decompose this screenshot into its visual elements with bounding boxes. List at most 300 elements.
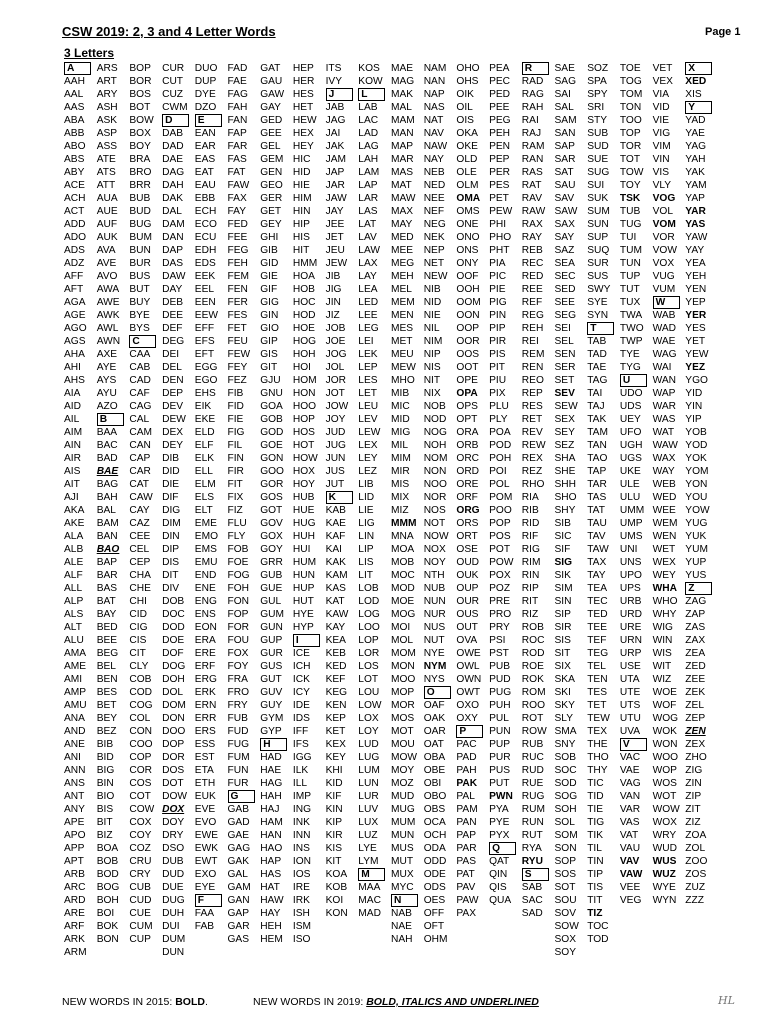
word-entry: BUD bbox=[129, 206, 151, 217]
word-entry: DUI bbox=[162, 921, 180, 932]
word-entry: TEN bbox=[587, 674, 608, 685]
word-entry: TOY bbox=[619, 180, 641, 191]
word-entry: HOA bbox=[292, 271, 315, 282]
word-entry: WHO bbox=[652, 596, 678, 607]
word-entry: FEZ bbox=[227, 375, 247, 386]
word-entry: OXY bbox=[456, 713, 478, 724]
word-entry: AUK bbox=[96, 232, 118, 243]
word-entry: LAT bbox=[358, 219, 377, 230]
word-entry: ROO bbox=[521, 700, 546, 711]
word-entry: AYS bbox=[96, 375, 117, 386]
word-entry: PUL bbox=[489, 713, 509, 724]
word-entry: ORT bbox=[456, 531, 478, 542]
word-entry: SET bbox=[554, 375, 575, 386]
word-entry: WAI bbox=[652, 362, 672, 373]
word-entry: YEN bbox=[685, 284, 707, 295]
word-entry: JUD bbox=[325, 427, 346, 438]
word-entry: URE bbox=[619, 622, 642, 633]
word-entry: LOR bbox=[358, 648, 380, 659]
word-entry: YOK bbox=[685, 453, 707, 464]
word-entry: MOT bbox=[391, 726, 414, 737]
word-entry: TAI bbox=[587, 388, 603, 399]
footer-note-2015-style: BOLD bbox=[175, 996, 205, 1008]
word-entry: MUT bbox=[391, 856, 414, 867]
word-entry: MET bbox=[391, 336, 413, 347]
word-entry: FIT bbox=[227, 479, 243, 490]
word-entry: SOW bbox=[554, 921, 579, 932]
word-entry: CAZ bbox=[129, 518, 150, 529]
word-entry: AUA bbox=[96, 193, 118, 204]
word-entry: MAD bbox=[358, 908, 381, 919]
word-entry: PRE bbox=[489, 596, 511, 607]
letter-section-marker: W bbox=[653, 296, 680, 309]
word-entry: BOG bbox=[96, 882, 120, 893]
word-entry: ERE bbox=[194, 648, 216, 659]
footer-note-2015: NEW WORDS IN 2015: BOLD. bbox=[62, 996, 208, 1008]
word-entry: YEW bbox=[685, 349, 709, 360]
word-entry: HUE bbox=[292, 505, 315, 516]
word-entry: EXO bbox=[194, 869, 217, 880]
word-entry: GOV bbox=[260, 518, 283, 529]
word-entry: SOG bbox=[554, 791, 578, 802]
word-entry: LAB bbox=[358, 102, 378, 113]
word-entry: SAW bbox=[554, 206, 578, 217]
word-entry: REB bbox=[521, 245, 543, 256]
word-entry: ADS bbox=[64, 245, 85, 256]
word-entry: PIA bbox=[489, 258, 506, 269]
word-entry: OBS bbox=[423, 804, 446, 815]
word-entry: MEM bbox=[391, 297, 415, 308]
word-entry: LAR bbox=[358, 193, 379, 204]
word-entry: OBA bbox=[423, 752, 446, 763]
word-entry: PAV bbox=[456, 882, 476, 893]
word-entry: MOI bbox=[391, 622, 411, 633]
word-entry: COG bbox=[129, 700, 153, 711]
word-entry: ATE bbox=[96, 154, 116, 165]
word-entry: GEL bbox=[260, 141, 281, 152]
word-entry: APT bbox=[64, 856, 84, 867]
word-entry: YAE bbox=[685, 128, 705, 139]
word-entry: KID bbox=[325, 778, 343, 789]
word-entry: PUN bbox=[489, 726, 511, 737]
word-entry: BAC bbox=[96, 440, 118, 451]
word-entry: ARM bbox=[64, 947, 87, 958]
word-entry: HOP bbox=[292, 414, 315, 425]
word-entry: PET bbox=[489, 193, 509, 204]
word-entry: GOD bbox=[260, 427, 284, 438]
word-entry: FAA bbox=[194, 908, 215, 919]
letter-section-marker: A bbox=[64, 62, 91, 75]
word-entry: ALE bbox=[64, 557, 84, 568]
letter-section-marker: I bbox=[293, 634, 320, 647]
word-entry: OUP bbox=[456, 583, 479, 594]
word-entry: DUN bbox=[162, 947, 185, 958]
word-entry: ERG bbox=[194, 674, 217, 685]
word-entry: DOS bbox=[162, 765, 185, 776]
word-entry: ALA bbox=[64, 531, 84, 542]
word-entry: RIM bbox=[521, 557, 541, 568]
word-entry: MES bbox=[391, 323, 414, 334]
word-entry: ROW bbox=[521, 726, 547, 737]
word-entry: WOS bbox=[652, 778, 677, 789]
word-entry: TAE bbox=[587, 362, 607, 373]
word-entry: SAG bbox=[554, 76, 577, 87]
word-entry: WIG bbox=[652, 622, 673, 633]
word-entry: VOG bbox=[652, 193, 676, 204]
word-entry: AYU bbox=[96, 388, 117, 399]
word-entry: OAR bbox=[423, 726, 446, 737]
word-entry: CIT bbox=[129, 648, 146, 659]
word-entry: SOP bbox=[554, 856, 577, 867]
word-entry: ZEA bbox=[685, 648, 706, 659]
word-entry: LEU bbox=[358, 401, 379, 412]
word-entry: TIG bbox=[587, 817, 605, 828]
word-entry: ODA bbox=[423, 843, 446, 854]
word-entry: GOT bbox=[260, 505, 283, 516]
word-entry: PIS bbox=[489, 349, 506, 360]
word-entry: YON bbox=[685, 479, 708, 490]
word-entry: ELK bbox=[194, 453, 215, 464]
word-entry: EWK bbox=[194, 843, 219, 854]
word-entry: OKA bbox=[456, 128, 478, 139]
word-entry: ASS bbox=[96, 141, 118, 152]
word-entry: WED bbox=[652, 492, 677, 503]
word-entry: DIB bbox=[162, 453, 180, 464]
word-entry: YUM bbox=[685, 544, 708, 555]
word-entry: HAJ bbox=[260, 804, 280, 815]
word-entry: BRR bbox=[129, 180, 151, 191]
word-entry: FOG bbox=[227, 570, 250, 581]
word-entry: ELL bbox=[194, 466, 213, 477]
word-entry: UKE bbox=[619, 466, 641, 477]
word-entry: NEW bbox=[423, 271, 448, 282]
word-entry: SEE bbox=[554, 297, 575, 308]
word-entry: ECU bbox=[194, 232, 217, 243]
word-entry: SEG bbox=[554, 310, 577, 321]
word-entry: TIK bbox=[587, 830, 604, 841]
word-entry: VAC bbox=[619, 752, 641, 763]
word-entry: ERK bbox=[194, 687, 216, 698]
word-entry: ROK bbox=[521, 674, 544, 685]
word-entry: HAN bbox=[260, 830, 282, 841]
word-entry: MOL bbox=[391, 635, 414, 646]
word-entry: HUB bbox=[292, 492, 315, 503]
word-entry: SUR bbox=[587, 258, 609, 269]
word-entry: EGG bbox=[194, 362, 218, 373]
word-entry: VAE bbox=[619, 765, 640, 776]
word-entry: FEU bbox=[227, 336, 248, 347]
word-entry: HEW bbox=[292, 115, 317, 126]
word-entry: BRO bbox=[129, 167, 152, 178]
word-entry: ORD bbox=[456, 466, 480, 477]
word-entry: ODS bbox=[423, 882, 446, 893]
word-entry: FAW bbox=[227, 180, 250, 191]
word-entry: ZAP bbox=[685, 609, 706, 620]
word-entry: ERN bbox=[194, 700, 217, 711]
word-entry: SAY bbox=[554, 232, 575, 243]
word-entry: JAK bbox=[325, 141, 345, 152]
word-entry: EYE bbox=[194, 882, 216, 893]
word-entry: ELM bbox=[194, 479, 216, 490]
letter-section-marker: V bbox=[620, 738, 647, 751]
word-entry: ROC bbox=[521, 635, 545, 646]
word-entry: IVY bbox=[325, 76, 343, 87]
word-entry: COO bbox=[129, 739, 153, 750]
word-entry: SUN bbox=[587, 219, 609, 230]
word-entry: KAM bbox=[325, 570, 348, 581]
word-entry: SHY bbox=[554, 505, 576, 516]
word-entry: AWK bbox=[96, 310, 120, 321]
word-entry: BON bbox=[96, 934, 119, 945]
word-entry: OBI bbox=[423, 778, 442, 789]
word-entry: DOC bbox=[162, 609, 185, 620]
word-entry: NUR bbox=[423, 609, 446, 620]
word-entry: BYS bbox=[129, 323, 150, 334]
word-entry: NIT bbox=[423, 375, 441, 386]
word-entry: NOR bbox=[423, 492, 447, 503]
word-entry: OAT bbox=[423, 739, 444, 750]
word-entry: DIP bbox=[162, 544, 180, 555]
word-entry: KEB bbox=[325, 648, 346, 659]
word-entry: SOT bbox=[554, 882, 576, 893]
word-entry: PIP bbox=[489, 323, 506, 334]
word-entry: UTU bbox=[619, 713, 641, 724]
word-entry: YGO bbox=[685, 375, 708, 386]
word-entry: YOD bbox=[685, 440, 708, 451]
word-entry: NEG bbox=[423, 219, 446, 230]
word-entry: OWE bbox=[456, 648, 481, 659]
word-entry: OUD bbox=[456, 557, 480, 568]
word-entry: QAT bbox=[489, 856, 510, 867]
word-entry: OPA bbox=[456, 388, 478, 399]
word-entry: TAD bbox=[587, 349, 607, 360]
word-entry: ACT bbox=[64, 206, 85, 217]
word-entry: KIR bbox=[325, 830, 343, 841]
word-entry: RUB bbox=[521, 739, 544, 750]
document-title: CSW 2019: 2, 3 and 4 Letter Words bbox=[62, 24, 276, 39]
word-entry: GUM bbox=[260, 609, 284, 620]
word-entry: OHO bbox=[456, 63, 480, 74]
word-entry: UMS bbox=[619, 531, 643, 542]
word-entry: ZOS bbox=[685, 869, 707, 880]
word-entry: YUP bbox=[685, 557, 707, 568]
word-entry: BUB bbox=[129, 193, 151, 204]
word-entry: MOU bbox=[391, 739, 415, 750]
word-entry: AAL bbox=[64, 89, 84, 100]
word-entry: LIN bbox=[358, 531, 375, 542]
word-entry: VLY bbox=[652, 180, 672, 191]
word-entry: ELD bbox=[194, 427, 215, 438]
word-entry: PEG bbox=[489, 115, 511, 126]
word-entry: HOC bbox=[292, 297, 316, 308]
word-entry: TON bbox=[619, 102, 642, 113]
word-entry: NUS bbox=[423, 622, 446, 633]
word-entry: TAR bbox=[587, 479, 607, 490]
word-entry: TAW bbox=[587, 544, 609, 555]
author-signature: HL bbox=[718, 994, 735, 1007]
word-entry: SON bbox=[554, 843, 577, 854]
word-entry: OLM bbox=[456, 180, 479, 191]
word-entry: OIS bbox=[456, 115, 474, 126]
word-entry: SOM bbox=[554, 830, 578, 841]
word-entry: RIG bbox=[521, 544, 540, 555]
word-entry: AIL bbox=[64, 414, 80, 425]
word-entry: CAN bbox=[129, 440, 151, 451]
word-entry: HOD bbox=[292, 310, 316, 321]
word-entry: ERR bbox=[194, 713, 217, 724]
word-entry: BUS bbox=[129, 271, 151, 282]
word-entry: COD bbox=[129, 687, 153, 698]
word-entry: TOT bbox=[619, 154, 641, 165]
word-entry: ALB bbox=[64, 544, 84, 555]
word-entry: JOE bbox=[325, 336, 346, 347]
word-entry: HUN bbox=[292, 570, 315, 581]
word-entry: HAT bbox=[260, 882, 280, 893]
word-entry: MIM bbox=[391, 453, 411, 464]
word-entry: GAP bbox=[227, 908, 250, 919]
word-entry: TEG bbox=[587, 648, 609, 659]
word-entry: MEH bbox=[391, 271, 414, 282]
word-entry: DAN bbox=[162, 232, 184, 243]
word-entry: OXO bbox=[456, 700, 480, 711]
word-entry: HIN bbox=[292, 206, 311, 217]
letter-section-marker: J bbox=[326, 88, 353, 101]
word-entry: LAX bbox=[358, 258, 378, 269]
word-entry: SPY bbox=[587, 89, 608, 100]
word-entry: TUB bbox=[619, 206, 641, 217]
word-entry: GIN bbox=[260, 310, 279, 321]
word-entry: ONE bbox=[456, 219, 479, 230]
word-entry: GIE bbox=[260, 271, 278, 282]
word-entry: FAS bbox=[227, 154, 247, 165]
word-entry: URB bbox=[619, 596, 642, 607]
word-entry: CRY bbox=[129, 869, 151, 880]
word-entry: EMU bbox=[194, 557, 218, 568]
word-entry: VIS bbox=[652, 167, 670, 178]
word-entry: BAP bbox=[96, 557, 118, 568]
word-entry: DAL bbox=[162, 206, 182, 217]
word-entry: SYN bbox=[587, 310, 609, 321]
word-entry: CEE bbox=[129, 531, 151, 542]
word-entry: POM bbox=[489, 492, 513, 503]
word-entry: ZAS bbox=[685, 622, 706, 633]
word-entry: FAB bbox=[194, 921, 215, 932]
word-entry: RIZ bbox=[521, 609, 539, 620]
word-entry: CAM bbox=[129, 427, 153, 438]
word-entry: MUX bbox=[391, 869, 414, 880]
word-entry: WAS bbox=[652, 414, 676, 425]
word-entry: MAW bbox=[391, 193, 416, 204]
letter-section-marker: F bbox=[195, 894, 222, 907]
word-entry: ONY bbox=[456, 258, 479, 269]
word-entry: JET bbox=[325, 232, 344, 243]
word-entry: SEW bbox=[554, 401, 578, 412]
word-entry: DAK bbox=[162, 193, 184, 204]
word-entry: ARK bbox=[64, 934, 85, 945]
word-entry: AME bbox=[64, 661, 87, 672]
word-entry: CEL bbox=[129, 544, 150, 555]
word-entry: FOP bbox=[227, 609, 249, 620]
word-entry: FIX bbox=[227, 492, 244, 503]
word-entry: TIZ bbox=[587, 908, 603, 919]
word-entry: BUN bbox=[129, 245, 151, 256]
word-entry: SOH bbox=[554, 804, 577, 815]
word-entry: SMA bbox=[554, 726, 577, 737]
word-entry: HAE bbox=[260, 765, 282, 776]
word-entry: FAG bbox=[227, 89, 248, 100]
letter-section-marker: Z bbox=[685, 582, 712, 595]
word-entry: FIE bbox=[227, 414, 244, 425]
word-entry: PAM bbox=[456, 804, 478, 815]
word-entry: YUS bbox=[685, 570, 707, 581]
letter-section-marker: X bbox=[685, 62, 712, 75]
word-entry: GOX bbox=[260, 531, 283, 542]
word-entry: YAY bbox=[685, 245, 705, 256]
word-entry: OPS bbox=[456, 401, 478, 412]
word-entry: OWL bbox=[456, 661, 480, 672]
word-entry: TUP bbox=[619, 271, 641, 282]
word-entry: GAM bbox=[227, 882, 251, 893]
word-entry: DUM bbox=[162, 934, 186, 945]
word-entry: SKY bbox=[554, 700, 575, 711]
word-column bbox=[685, 62, 725, 972]
word-entry: KEG bbox=[325, 687, 348, 698]
word-entry: FEN bbox=[227, 284, 248, 295]
word-entry: ZED bbox=[685, 661, 706, 672]
word-entry: KAE bbox=[325, 518, 346, 529]
word-entry: DUB bbox=[162, 856, 184, 867]
word-entry: TWO bbox=[619, 323, 644, 334]
word-entry: MOS bbox=[391, 713, 415, 724]
word-entry: ANT bbox=[64, 791, 85, 802]
word-entry: ODE bbox=[423, 869, 446, 880]
word-entry: TOE bbox=[619, 63, 641, 74]
word-entry: ICE bbox=[292, 648, 310, 659]
word-entry: MIB bbox=[391, 388, 410, 399]
word-entry: PUD bbox=[489, 674, 511, 685]
word-entry: NEP bbox=[423, 245, 445, 256]
letter-section-marker: C bbox=[129, 335, 156, 348]
word-entry: LAW bbox=[358, 245, 380, 256]
word-entry: ORC bbox=[456, 453, 480, 464]
word-entry: NEB bbox=[423, 167, 445, 178]
word-entry: COW bbox=[129, 804, 155, 815]
word-entry: HEH bbox=[260, 921, 282, 932]
word-entry: IRE bbox=[292, 882, 310, 893]
word-entry: COY bbox=[129, 830, 152, 841]
word-entry: BOY bbox=[129, 141, 151, 152]
word-entry: PIE bbox=[489, 284, 506, 295]
word-entry: ERA bbox=[194, 635, 216, 646]
word-entry: HAY bbox=[260, 908, 281, 919]
word-entry: DEI bbox=[162, 349, 180, 360]
word-entry: FEW bbox=[227, 349, 251, 360]
word-entry: OBE bbox=[423, 765, 446, 776]
word-entry: NIE bbox=[423, 310, 441, 321]
word-entry: CAL bbox=[129, 414, 150, 425]
word-entry: APO bbox=[64, 830, 86, 841]
word-entry: DOL bbox=[162, 687, 184, 698]
word-entry: ZIN bbox=[685, 778, 702, 789]
word-entry: PRO bbox=[489, 609, 512, 620]
letter-section-marker: R bbox=[522, 62, 549, 75]
word-entry: SHO bbox=[554, 492, 577, 503]
word-entry: CUZ bbox=[162, 89, 184, 100]
word-entry: REE bbox=[521, 284, 543, 295]
word-entry: ILK bbox=[292, 765, 309, 776]
word-entry: GAD bbox=[227, 817, 250, 828]
word-entry: PIX bbox=[489, 388, 506, 399]
